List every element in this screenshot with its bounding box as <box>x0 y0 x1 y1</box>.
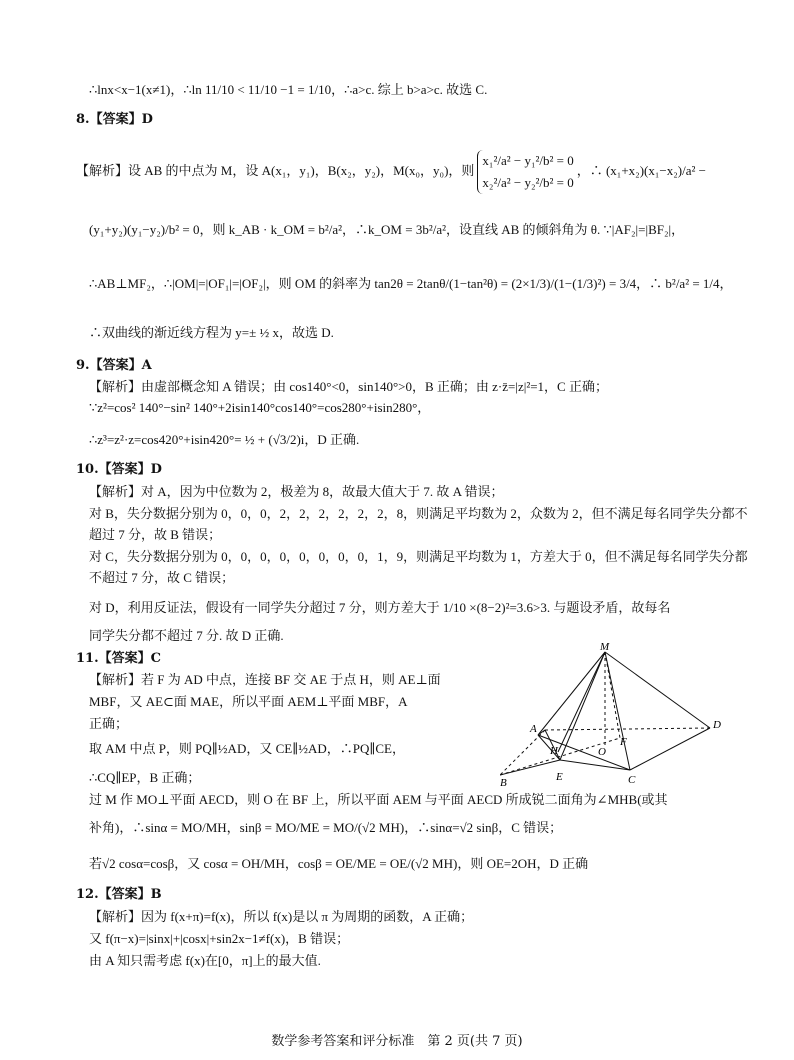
label-C: C <box>628 774 636 786</box>
q12-answer-heading: 12.【答案】B <box>76 887 162 902</box>
page-footer: 数学参考答案和评分标准 第 2 页(共 7 页) <box>271 1034 523 1049</box>
q9-explanation-line3: ∴z³=z²·z=cos420°+isin420°= ½ + (√3/2)i，D 正确. <box>89 432 360 447</box>
label-B: B <box>500 777 507 789</box>
label-A: A <box>530 723 537 735</box>
q12-explanation-line2: 又 f(π−x)=|sinx|+|cosx|+sin2x−1≠f(x)，B 错误； <box>89 931 350 946</box>
q10-explanation-line3: 超过 7 分，故 B 错误； <box>89 527 222 542</box>
q10-explanation-line1: 【解析】对 A，因为中位数为 2，极差为 8，故最大值大于 7. 故 A 错误； <box>89 484 504 499</box>
q9-explanation-line1: 【解析】由虚部概念知 A 错误；由 cos140°<0，sin140°>0，B 正确；由 z·z̄=|z|²=1，C 正确； <box>89 379 608 394</box>
q11-explanation-line8: 若√2 cosα=cosβ，又 cosα = OH/MH，cosβ = OE/ME = OE/(√2 MH)，则 OE=2OH，D 正确 <box>89 856 589 871</box>
label-E: E <box>556 771 563 783</box>
q8-explanation-line3: ∴AB⊥MF₂，∴|OM|=|OF₁|=|OF₂|，则 OM 的斜率为 tan2θ = 2tanθ/(1−tan²θ) = (2×1/3)/(1−(1/3)²) = 3/4，∴ b²/a² = 1/4， <box>89 276 733 291</box>
q9-answer-heading: 9.【答案】A <box>76 358 152 373</box>
q11-explanation-line3: 正确； <box>89 716 129 731</box>
prev-conclusion-line: ∴lnx<x−1(x≠1)，∴ln 11/10 < 11/10 −1 = 1/10，∴a>c. 综上 b>a>c. 故选 C. <box>89 82 488 97</box>
q11-explanation-line2: MBF，又 AE⊂面 MAE，所以平面 AEM⊥平面 MBF，A <box>89 694 408 709</box>
q10-explanation-line5: 不超过 7 分，故 C 错误； <box>89 570 235 585</box>
q8-explanation-line4: ∴双曲线的渐近线方程为 y=± ½ x，故选 D. <box>89 325 334 340</box>
q9-explanation-line2: ∵z²=cos² 140°−sin² 140°+2isin140°cos140°=cos280°+isin280°， <box>89 400 431 415</box>
q8-line1-text: 【解析】设 AB 的中点为 M，设 A(x₁，y₁)，B(x₂，y₂)，M(x₀，y₀)，则 <box>76 162 475 178</box>
label-D: D <box>713 719 721 731</box>
q8-line1-tail: ，∴ (x₁+x₂)(x₁−x₂)/a² − <box>576 162 706 178</box>
q8-system-eq2: x₂²/a² − y₂²/b² = 0 <box>482 175 574 190</box>
q10-explanation-line2: 对 B，失分数据分别为 0，0，0，2，2，2，2，2，2，8，则满足平均数为 2，众数为 2，但不满足每名同学失分都不 <box>89 506 748 521</box>
q10-explanation-line7: 同学失分都不超过 7 分. 故 D 正确. <box>89 628 284 643</box>
pyramid-figure <box>500 640 740 790</box>
q11-explanation-line7: 补角)，∴sinα = MO/MH，sinβ = MO/ME = MO/(√2 MH)，∴sinα=√2 sinβ，C 错误； <box>89 820 563 835</box>
q10-explanation-line6: 对 D，利用反证法，假设有一同学失分超过 7 分，则方差大于 1/10 ×(8−2)²=3.6>3. 与题设矛盾，故每名 <box>89 600 671 615</box>
q10-answer-heading: 10.【答案】D <box>76 462 162 477</box>
label-M: M <box>600 641 610 653</box>
q12-explanation-line1: 【解析】因为 f(x+π)=f(x)，所以 f(x)是以 π 为周期的函数，A 正确； <box>89 909 474 924</box>
q8-explanation-line1 <box>76 150 706 194</box>
q8-explanation-line2: (y₁+y₂)(y₁−y₂)/b² = 0，则 k_AB · k_OM = b²/a²，∴k_OM = 3b²/a²，设直线 AB 的倾斜角为 θ. ∵|AF₂|=|BF₂|， <box>89 222 685 237</box>
q11-answer-heading: 11.【答案】C <box>76 651 161 666</box>
q11-explanation-line1: 【解析】若 F 为 AD 中点，连接 BF 交 AE 于点 H，则 AE⊥面 <box>89 672 441 687</box>
q11-explanation-line6: 过 M 作 MO⊥平面 AECD，则 O 在 BF 上，所以平面 AEM 与平面 AECD 所成锐二面角为∠MHB(或其 <box>89 792 668 807</box>
label-H: H <box>550 745 558 757</box>
q11-explanation-line5: ∴CQ∥EP，B 正确； <box>89 770 201 785</box>
q8-system-eq1: x₁²/a² − y₁²/b² = 0 <box>482 153 574 168</box>
label-F: F <box>620 736 627 748</box>
q10-explanation-line4: 对 C，失分数据分别为 0，0，0，0，0，0，0，0，1，9，则满足平均数为 1，方差大于 0，但不满足每名同学失分都 <box>89 549 748 564</box>
q8-equation-system <box>477 150 573 194</box>
label-O: O <box>598 746 606 758</box>
q12-explanation-line3: 由 A 知只需考虑 f(x)在[0，π]上的最大值. <box>89 953 321 968</box>
q11-explanation-line4: 取 AM 中点 P，则 PQ∥½AD，又 CE∥½AD，∴PQ∥CE， <box>89 741 405 756</box>
q8-answer-heading: 8.【答案】D <box>76 112 153 127</box>
